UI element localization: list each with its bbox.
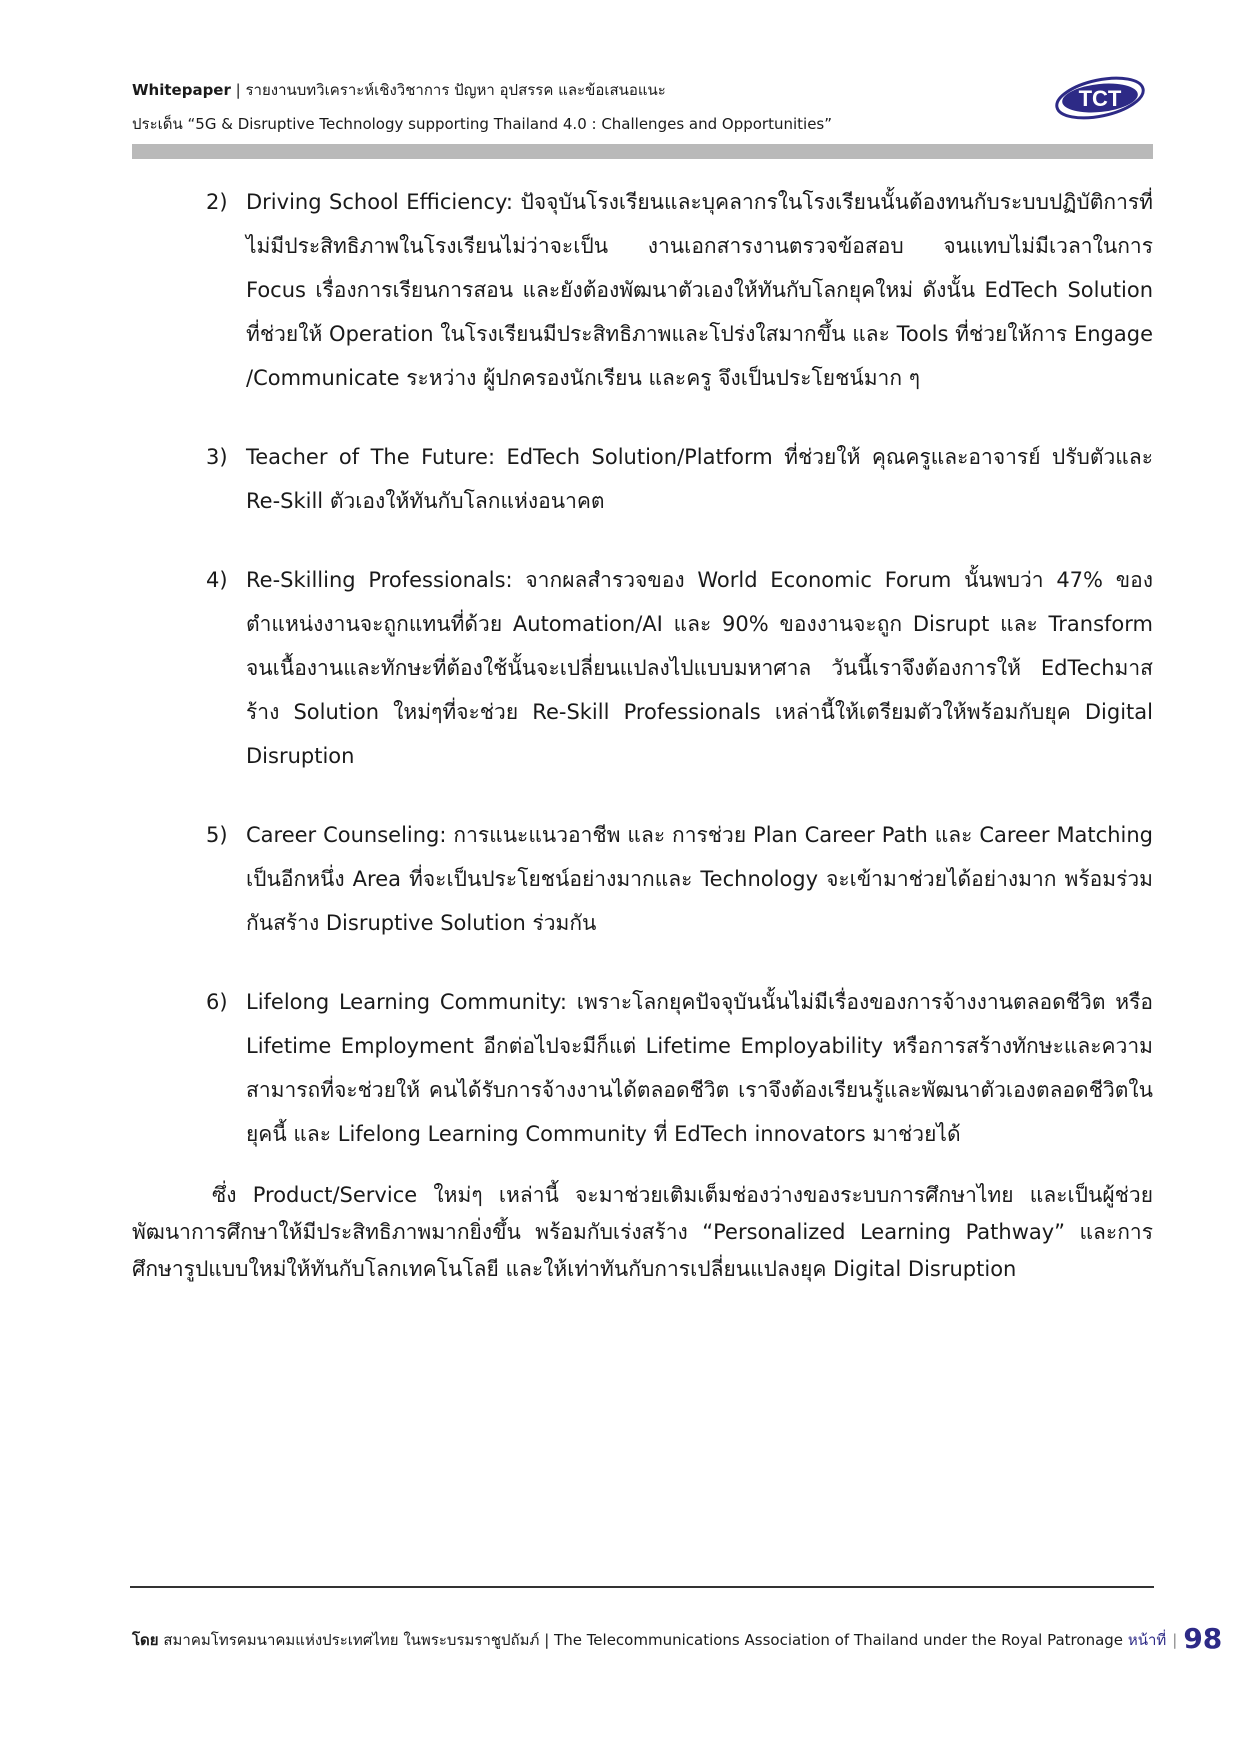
main-content bbox=[132, 180, 1153, 1309]
header-title bbox=[132, 80, 1132, 100]
list-item-number: 5) bbox=[206, 823, 228, 847]
list-item-text: Driving School Efficiency: ปัจจุบันโรงเรียนและบุคลากรในโรงเรียนนั้นต้องทนกับระบบปฏิบัติการที่ไม่มีประสิทธิภาพในโรงเรียนไม่ว่าจะเป็น งานเอกสารงานตรวจข้อสอบ จนแทบไม่มีเวลาในการ Focus เรื่องการเรียนการสอน และยังต้องพัฒนาตัวเองให้ทันกับโลกยุคใหม่ ดังนั้น EdTech Solution ที่ช่วยให้ Operation ในโรงเรียนมีประสิทธิภาพและโปร่งใสมากขึ้น และ Tools ที่ช่วยให้การ Engage /Communicate ระหว่าง ผู้ปกครองนักเรียน และครู จึงเป็นประโยชน์มาก ๆ bbox=[246, 190, 1153, 390]
logo-text: TCT bbox=[1078, 86, 1122, 111]
list-item-text: Re-Skilling Professionals: จากผลสำรวจของ World Economic Forum นั้นพบว่า 47% ของตำแหน่งงานจะถูกแทนที่ด้วย Automation/AI และ 90% ของงานจะถูก Disrupt และ Transform จนเนื้องานและทักษะที่ต้องใช้นั้นจะเปลี่ยนแปลงไปแบบมหาศาล วันนี้เราจึงต้องการให้ EdTechมาสร้าง Solution ใหม่ๆที่จะช่วย Re-Skill Professionals เหล่านี้ให้เตรียมตัวให้พร้อมกับยุค Digital Disruption bbox=[246, 568, 1153, 768]
footer-org-th: สมาคมโทรคมนาคมแห่งประเทศไทย ในพระบรมราชูปถัมภ์ bbox=[163, 1631, 540, 1649]
list-item-number: 4) bbox=[206, 568, 228, 592]
footer-by-label: โดย bbox=[132, 1631, 159, 1649]
list-item bbox=[132, 180, 1153, 400]
list-item-number: 6) bbox=[206, 990, 228, 1014]
tct-logo bbox=[1050, 66, 1150, 126]
closing-paragraph: ซึ่ง Product/Service ใหม่ๆ เหล่านี้ จะมาช่วยเติมเต็มช่องว่างของระบบการศึกษาไทย และเป็นผู้ช่วยพัฒนาการศึกษาให้มีประสิทธิภาพมากยิ่งขึ้น พร้อมกับเร่งสร้าง “Personalized Learning Pathway” และการศึกษารูปแบบใหม่ให้ทันกับโลกเทคโนโลยี และให้เท่าทันกับการเปลี่ยนแปลงยุค Digital Disruption bbox=[132, 1183, 1153, 1281]
header-subtitle: ประเด็น “5G & Disruptive Technology supporting Thailand 4.0 : Challenges and Opportunities” bbox=[132, 115, 833, 133]
list-item bbox=[132, 813, 1153, 945]
list-item-text: Lifelong Learning Community: เพราะโลกยุคปัจจุบันนั้นไม่มีเรื่องของการจ้างงานตลอดชีวิต หรือ Lifetime Employment อีกต่อไปจะมีก็แต่ Lifetime Employability หรือการสร้างทักษะและความสามารถที่จะช่วยให้ คนได้รับการจ้างงานได้ตลอดชีวิต เราจึงต้องเรียนรู้และพัฒนาตัวเองตลอดชีวิตในยุคนี้ และ Lifelong Learning Community ที่ EdTech innovators มาช่วยได้ bbox=[246, 990, 1153, 1146]
page-header bbox=[132, 80, 1132, 134]
page-footer bbox=[132, 1622, 1223, 1655]
list-item bbox=[132, 435, 1153, 523]
header-bar bbox=[132, 144, 1153, 159]
list-item bbox=[132, 980, 1153, 1156]
page-number: 98 bbox=[1183, 1622, 1223, 1655]
list-item-number: 3) bbox=[206, 445, 228, 469]
header-label-bold: Whitepaper bbox=[132, 81, 231, 99]
list-item bbox=[132, 558, 1153, 778]
page-label: หน้าที่ bbox=[1127, 1631, 1167, 1649]
list-item-text: Career Counseling: การแนะแนวอาชีพ และ การช่วย Plan Career Path และ Career Matching เป็นอีกหนึ่ง Area ที่จะเป็นประโยชน์อย่างมากและ Technology จะเข้ามาช่วยได้อย่างมาก พร้อมร่วมกันสร้าง Disruptive Solution ร่วมกัน bbox=[246, 823, 1153, 935]
list-item-number: 2) bbox=[206, 190, 228, 214]
footer-divider bbox=[130, 1586, 1154, 1588]
list-item-text: Teacher of The Future: EdTech Solution/Platform ที่ช่วยให้ คุณครูและอาจารย์ ปรับตัวและ Re-Skill ตัวเองให้ทันกับโลกแห่งอนาคต bbox=[246, 445, 1153, 513]
footer-org-en: | The Telecommunications Association of Thailand under the Royal Patronage bbox=[544, 1631, 1124, 1649]
page-separator: | bbox=[1172, 1631, 1178, 1649]
header-label-rest: | รายงานบทวิเคราะห์เชิงวิชาการ ปัญหา อุปสรรค และข้อเสนอแนะ bbox=[235, 81, 666, 99]
